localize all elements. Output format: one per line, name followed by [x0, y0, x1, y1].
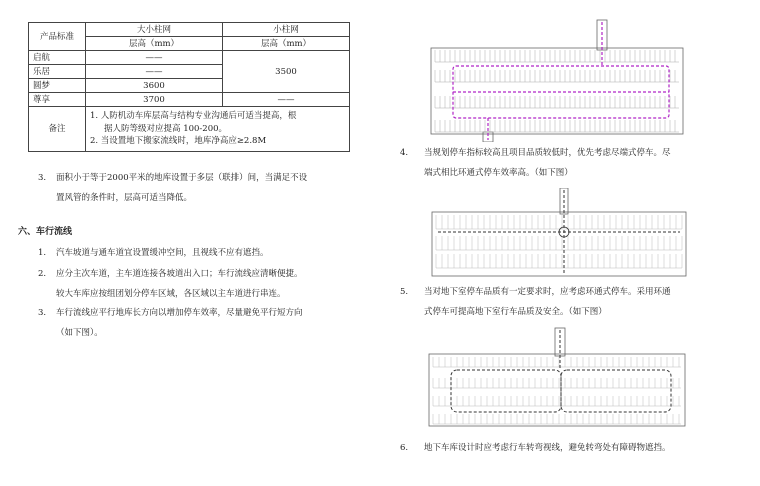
row-small-value: ——: [223, 93, 350, 107]
merged-small-value: 3500: [223, 51, 350, 93]
row-large-value: ——: [86, 51, 223, 65]
item-number: 1.: [38, 248, 47, 258]
item-6-paragraph: [400, 441, 671, 456]
paragraph-line: 车行流线应平行地库长方向以增加停车效率，尽量避免平行短方向: [56, 308, 303, 318]
item-3b-paragraph: [38, 306, 303, 341]
drive-loop-right: [561, 370, 671, 412]
item-number: 4.: [400, 148, 409, 158]
paragraph-line: 汽车坡道与通车道宜设置缓冲空间，且视线不应有遮挡。: [56, 248, 269, 258]
double-loop-parking-plan: [425, 326, 689, 430]
item-1-paragraph: [38, 246, 269, 261]
paragraph-line: 面积小于等于2000平米的地库设置于多层（联排）间，当满足不设: [56, 173, 308, 183]
item-3-paragraph: [38, 171, 307, 206]
section-title: 六、车行流线: [18, 227, 73, 237]
item-5-paragraph: [400, 285, 671, 320]
plan-outline: [432, 212, 686, 276]
paragraph-line: 应分主次车道，主车道连接各坡道出入口；车行流线应清晰便捷。: [56, 269, 303, 279]
col-small-header: 小柱网: [223, 23, 350, 37]
dead-end-parking-plan: [425, 18, 691, 142]
item-number: 3.: [38, 308, 47, 318]
item-number: 6.: [400, 443, 409, 453]
table-header-label: 产品标准: [29, 23, 86, 51]
item-number: 3.: [38, 173, 47, 183]
paragraph-line: 地下车库设计时应考虑行车转弯视线，避免转弯处有障碍物遮挡。: [424, 443, 671, 453]
remark-line: 2. 当设置地下搬家流线时，地库净高应≥2.8M: [90, 136, 267, 147]
col-large-subheader: 层高（mm）: [86, 37, 223, 51]
loop-parking-plan: [428, 188, 690, 280]
row-large-value: 3600: [86, 79, 223, 93]
item-number: 2.: [38, 269, 47, 279]
row-name: 启航: [29, 51, 86, 65]
item-number: 5.: [400, 287, 409, 297]
remark-label: 备注: [29, 107, 86, 152]
paragraph-line: 端式相比环通式停车效率高。（如下图）: [424, 168, 573, 178]
remark-line: 1. 人防机动车库层高与结构专业沟通后可适当提高，根: [90, 111, 297, 122]
col-large-header: 大小柱网: [86, 23, 223, 37]
paragraph-line: （如下图）。: [56, 328, 103, 338]
remark-cell: [86, 107, 350, 152]
row-name: 尊享: [29, 93, 86, 107]
paragraph-line: 当对地下室停车品质有一定要求时，应考虑环通式停车。采用环通: [424, 287, 671, 297]
item-2-paragraph: [38, 267, 303, 302]
col-small-subheader: 层高（mm）: [223, 37, 350, 51]
drive-loop-left: [451, 370, 561, 412]
row-large-value: 3700: [86, 93, 223, 107]
paragraph-line: 置风管的条件时，层高可适当降低。: [56, 193, 193, 203]
row-name: 圆梦: [29, 79, 86, 93]
paragraph-line: 式停车可提高地下室行车品质及安全。（如下图）: [424, 307, 607, 317]
product-standard-table: [28, 22, 350, 152]
row-name: 乐居: [29, 65, 86, 79]
paragraph-line: 当规划停车指标较高且项目品质较低时，优先考虑尽端式停车。尽: [424, 148, 671, 158]
paragraph-line: 较大车库应按组团划分停车区域，各区域以主车道进行串连。: [56, 289, 286, 299]
plan-outline: [429, 354, 685, 426]
remark-line: 据人防等级对应提高 100-200。: [104, 123, 228, 134]
row-large-value: ——: [86, 65, 223, 79]
item-4-paragraph: [400, 146, 671, 181]
